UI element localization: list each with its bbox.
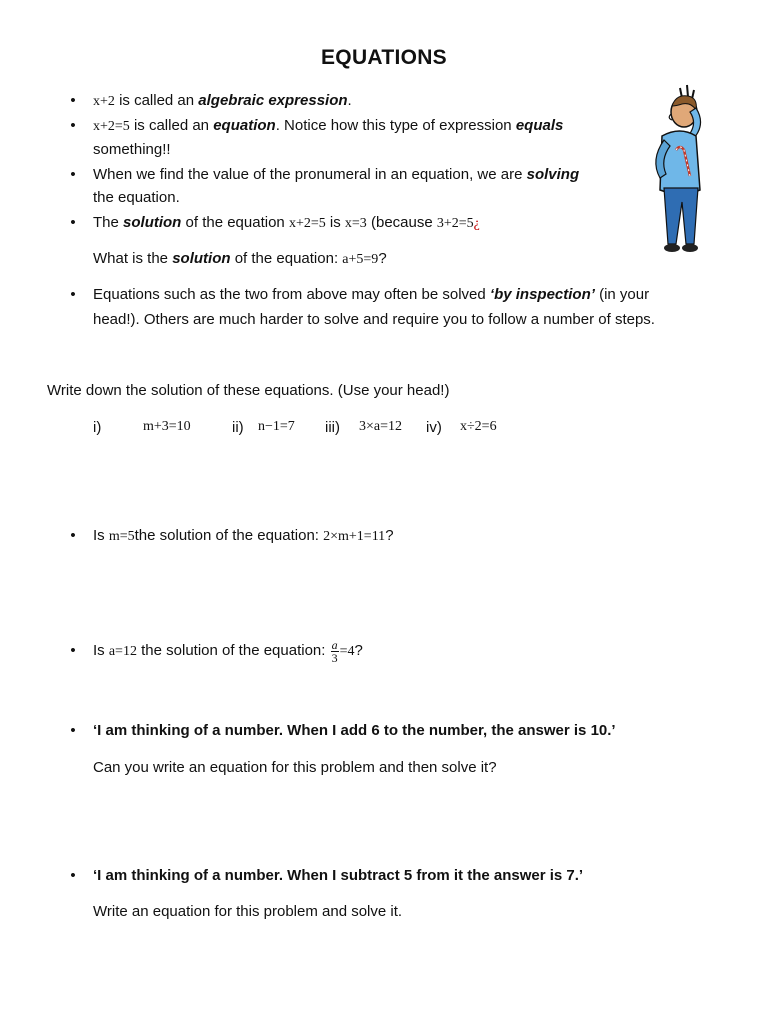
- bullet-marker: •: [70, 214, 76, 231]
- emphasis: solving: [526, 166, 580, 183]
- bullet-check-a: [93, 636, 363, 667]
- text: is called an: [129, 117, 214, 134]
- text: of the equation:: [230, 250, 343, 267]
- math-expr: x+2=5: [288, 216, 326, 231]
- text: (in your: [594, 286, 650, 303]
- emphasis: equation: [213, 117, 276, 134]
- bullet-marker: •: [70, 527, 76, 544]
- emphasis: algebraic expression: [198, 92, 348, 109]
- math-expr: a+5=9: [342, 252, 379, 267]
- bullet-marker: •: [70, 117, 76, 134]
- exercise-intro: Write down the solution of these equations. (Use your head!): [47, 382, 450, 399]
- bullet-marker: •: [70, 92, 76, 109]
- bullet-solving-line1: [93, 166, 579, 184]
- bullet-solution: [93, 214, 480, 233]
- fraction-denominator: 3: [331, 650, 338, 665]
- text: . Notice how this type of expression: [275, 117, 516, 134]
- emphasis: equals: [515, 117, 564, 134]
- math-expr: 2×m+1=11: [323, 529, 386, 544]
- text: Is: [93, 642, 109, 659]
- text: the solution of the equation:: [136, 642, 330, 659]
- bullet-solving-line2: the equation.: [93, 189, 180, 206]
- exercise-equation: 3×a=12: [359, 419, 403, 434]
- math-expr: =4: [339, 644, 355, 659]
- text: When we find the value of the pronumeral in an equation, we are: [93, 166, 527, 183]
- page-title: EQUATIONS: [321, 46, 447, 69]
- math-expr: 3+2=5: [436, 216, 474, 231]
- text: .: [347, 92, 352, 109]
- math-expr: x=3: [344, 216, 367, 231]
- question-solution: [93, 250, 387, 269]
- bullet-marker: •: [70, 642, 76, 659]
- text: (because: [366, 214, 437, 231]
- exercise-label: ii): [232, 419, 244, 436]
- math-expr: x+2=5: [93, 119, 130, 134]
- bullet-check-m: [93, 527, 394, 546]
- bullet-algebraic-expression: [93, 92, 352, 111]
- text: is called an: [114, 92, 199, 109]
- text: What is the: [93, 250, 173, 267]
- word-problem-instruction: Can you write an equation for this problem and then solve it?: [93, 759, 497, 776]
- text: ?: [378, 250, 387, 267]
- emphasis: solution: [172, 250, 231, 267]
- exercise-equation: n−1=7: [258, 419, 295, 434]
- exercise-equation: x÷2=6: [460, 419, 497, 434]
- math-expr: x+2: [93, 94, 115, 109]
- word-problem-quote: ‘I am thinking of a number. When I subtract 5 from it the answer is 7.’: [93, 867, 584, 884]
- exercise-label: i): [93, 419, 102, 436]
- bullet-marker: •: [70, 867, 76, 884]
- text: is: [325, 214, 345, 231]
- bullet-inspection-line1: [93, 286, 649, 304]
- emphasis: ‘by inspection’: [489, 286, 595, 303]
- emphasis: solution: [123, 214, 182, 231]
- bullet-marker: •: [70, 286, 76, 303]
- bullet-equation-line2: something!!: [93, 141, 171, 158]
- bullet-marker: •: [70, 722, 76, 739]
- bullet-equation-line1: [93, 117, 563, 136]
- thinking-person-icon: [636, 80, 716, 256]
- bullet-marker: •: [70, 166, 76, 183]
- text: ?: [354, 642, 363, 659]
- bullet-inspection-line2: head!). Others are much harder to solve and require you to follow a number of steps.: [93, 311, 655, 328]
- exercise-equation: m+3=10: [143, 419, 191, 434]
- text: Is: [93, 527, 109, 544]
- math-error-glyph: ¿: [473, 216, 480, 231]
- word-problem-quote: ‘I am thinking of a number. When I add 6 to the number, the answer is 10.’: [93, 722, 616, 739]
- math-expr: a=12: [108, 644, 137, 659]
- text: the solution of the equation:: [134, 527, 324, 544]
- text: of the equation: [181, 214, 289, 231]
- text: The: [93, 214, 124, 231]
- math-expr: m=5: [108, 529, 135, 544]
- word-problem-instruction: Write an equation for this problem and solve it.: [93, 903, 403, 920]
- exercise-label: iv): [426, 419, 442, 436]
- fraction-numerator: a: [331, 637, 338, 652]
- text: Equations such as the two from above may often be solved: [93, 286, 490, 303]
- exercise-label: iii): [325, 419, 340, 436]
- text: ?: [385, 527, 394, 544]
- fraction: [331, 639, 339, 664]
